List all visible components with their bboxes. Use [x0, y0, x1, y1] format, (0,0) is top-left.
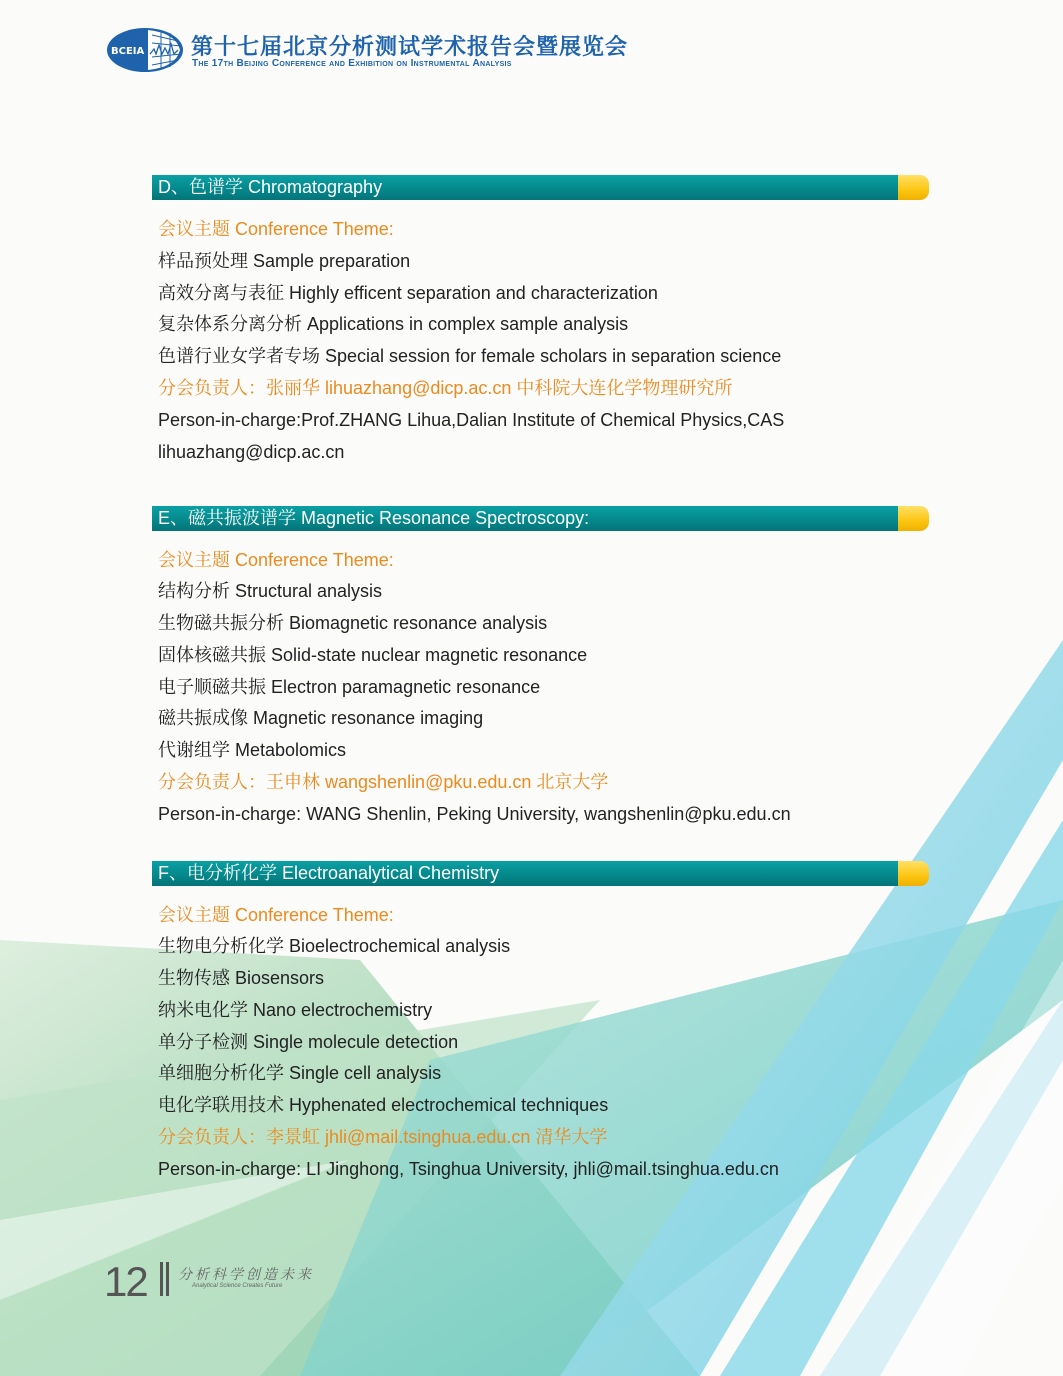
page-divider-bars: [160, 1262, 170, 1296]
section-title: D、色谱学 Chromatography: [152, 175, 898, 200]
chair-cn: 分会负责人：张丽华 lihuazhang@dicp.ac.cn 中科院大连化学物理研究所: [158, 378, 733, 398]
topic-item: 复杂体系分离分析 Applications in complex sample analysis: [158, 314, 629, 334]
topic-item: 单细胞分析化学 Single cell analysis: [158, 1063, 442, 1083]
chair-en: Person-in-charge: WANG Shenlin, Peking University, wangshenlin@pku.edu.cn: [158, 804, 791, 824]
slogan-cn: 分析科学创造未来: [178, 1267, 314, 1283]
topic-item: 磁共振成像 Magnetic resonance imaging: [158, 708, 484, 728]
conference-title-cn: 第十七届北京分析测试学术报告会暨展览会: [191, 34, 629, 60]
chair-cn: 分会负责人：李景虹 jhli@mail.tsinghua.edu.cn 清华大学: [158, 1127, 608, 1147]
chair-email: lihuazhang@dicp.ac.cn: [158, 442, 345, 462]
theme-label: 会议主题 Conference Theme:: [158, 550, 394, 570]
chair-cn: 分会负责人：王申林 wangshenlin@pku.edu.cn 北京大学: [158, 772, 609, 792]
section-bar-cap: [898, 861, 929, 886]
topic-item: 单分子检测 Single molecule detection: [158, 1032, 459, 1052]
conference-title-en: The 17th Beijing Conference and Exhibition on Instrumental Analysis: [192, 58, 512, 69]
bceia-logo-icon: [106, 27, 184, 73]
topic-item: 电化学联用技术 Hyphenated electrochemical techniques: [158, 1095, 609, 1115]
topic-item: 固体核磁共振 Solid-state nuclear magnetic resonance: [158, 645, 588, 665]
topic-item: 电子顺磁共振 Electron paramagnetic resonance: [158, 677, 541, 697]
topic-item: 高效分离与表征 Highly efficent separation and characterization: [158, 283, 658, 303]
topic-item: 样品预处理 Sample preparation: [158, 251, 411, 271]
topic-item: 结构分析 Structural analysis: [158, 581, 383, 601]
svg-text:BCEIA: BCEIA: [111, 46, 145, 57]
chair-en: Person-in-charge: LI Jinghong, Tsinghua University, jhli@mail.tsinghua.edu.cn: [158, 1159, 779, 1179]
theme-label: 会议主题 Conference Theme:: [158, 905, 394, 925]
topic-item: 生物传感 Biosensors: [158, 968, 325, 988]
section-title: E、磁共振波谱学 Magnetic Resonance Spectroscopy:: [152, 506, 898, 531]
section-bar-cap: [898, 506, 929, 531]
section-title: F、电分析化学 Electroanalytical Chemistry: [152, 861, 898, 886]
theme-label: 会议主题 Conference Theme:: [158, 219, 394, 239]
topic-item: 生物电分析化学 Bioelectrochemical analysis: [158, 936, 511, 956]
topic-item: 代谢组学 Metabolomics: [158, 740, 347, 760]
page-number: 12: [104, 1258, 147, 1305]
slogan-en: Analytical Science Creates Future: [192, 1283, 283, 1289]
topic-item: 纳米电化学 Nano electrochemistry: [158, 1000, 433, 1020]
topic-item: 色谱行业女学者专场 Special session for female scholars in separation science: [158, 346, 782, 366]
section-bar-cap: [898, 175, 929, 200]
chair-en: Person-in-charge:Prof.ZHANG Lihua,Dalian Institute of Chemical Physics,CAS: [158, 410, 785, 430]
topic-item: 生物磁共振分析 Biomagnetic resonance analysis: [158, 613, 548, 633]
